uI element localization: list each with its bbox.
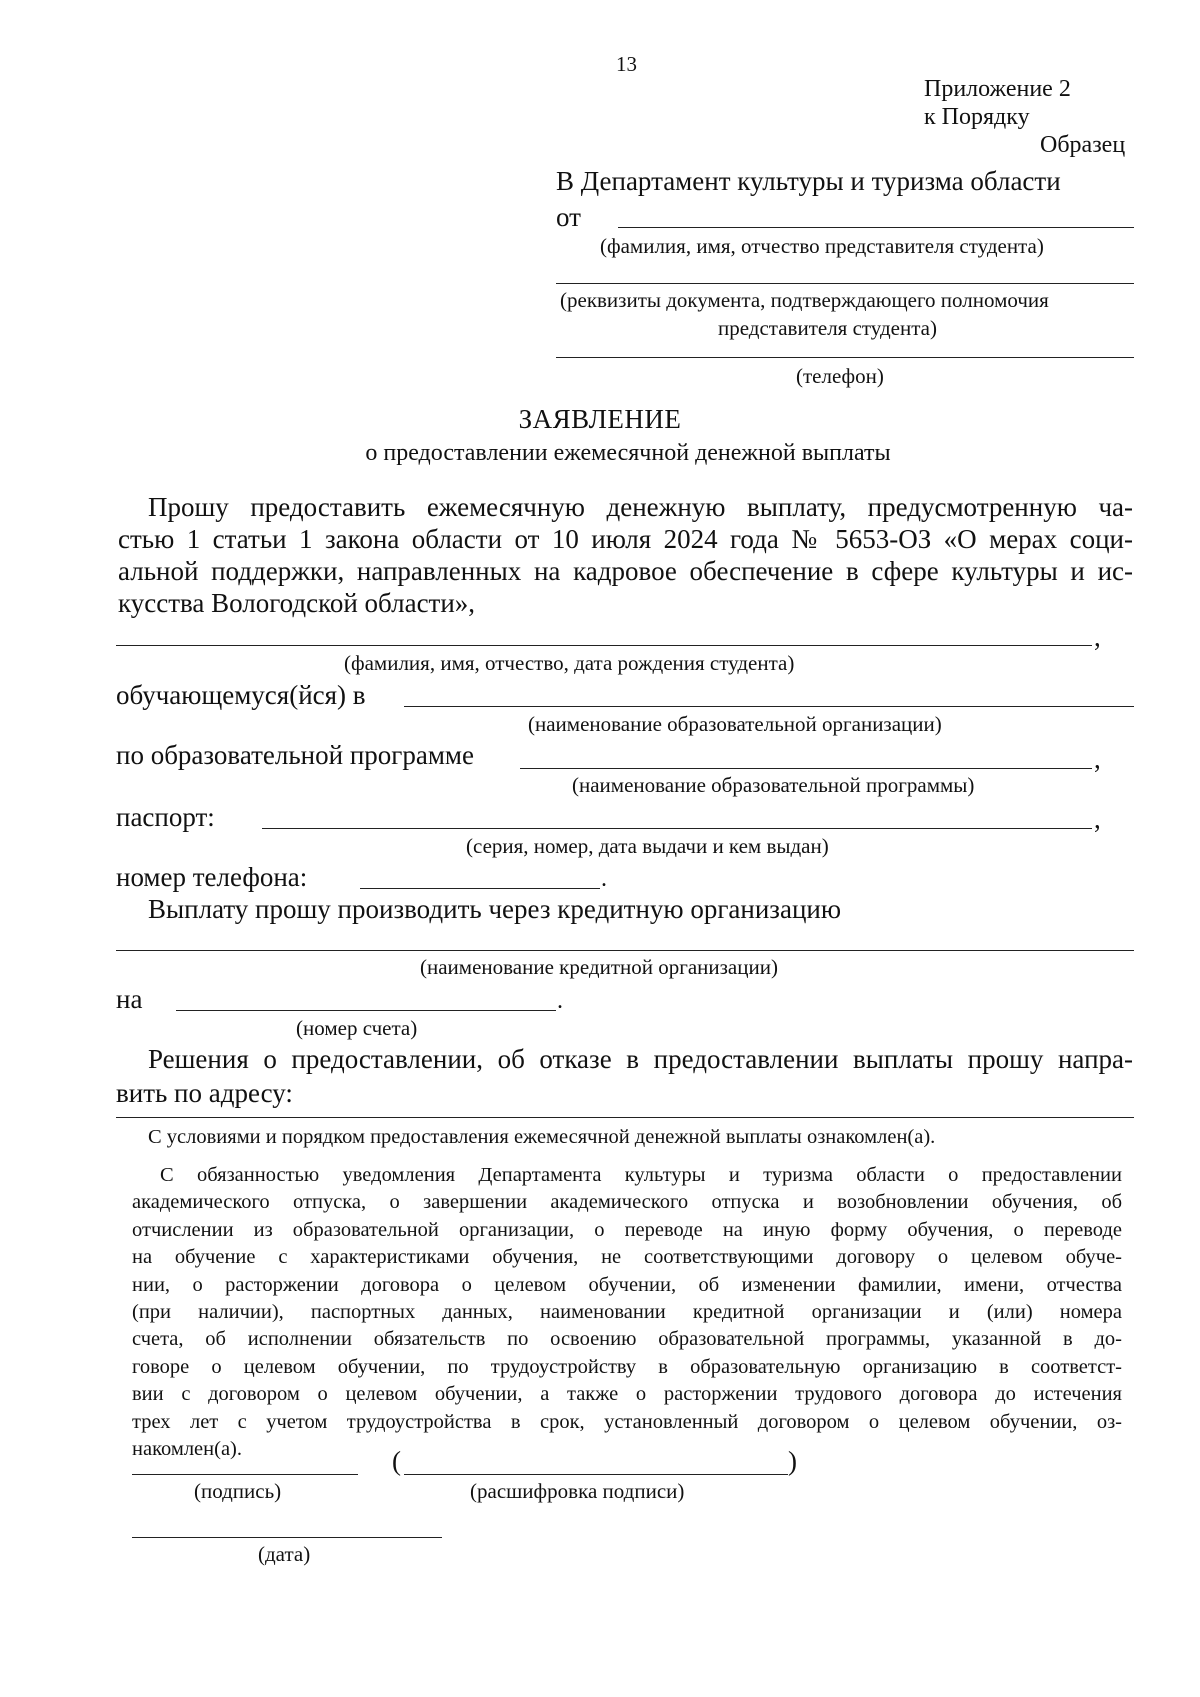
credit-org-text: Выплату прошу производить через кредитную организацию	[148, 894, 842, 924]
edu-org-field[interactable]	[404, 706, 1134, 707]
comma-3: ,	[1094, 804, 1101, 834]
dot-2: .	[557, 988, 563, 1014]
open-paren: (	[392, 1446, 401, 1476]
passport-field[interactable]	[262, 828, 1092, 829]
duty-line: счета, об исполнении обязательств по освоению образовательной программы, указанной в до-	[132, 1328, 1122, 1351]
duty-line: накомлен(а).	[132, 1438, 242, 1461]
page-number: 13	[616, 52, 637, 76]
phone-label: номер телефона:	[116, 862, 308, 892]
edu-program-field[interactable]	[520, 768, 1092, 769]
intro-line-1: Прошу предоставить ежемесячную денежную выплату, предусмотренную ча-	[148, 492, 1133, 522]
document-subtitle: о предоставлении ежемесячной денежной выплаты	[365, 440, 891, 466]
studying-label: обучающемуся(йся) в	[116, 680, 366, 710]
signature-caption: (подпись)	[194, 1479, 282, 1503]
edu-org-caption: (наименование образовательной организации)	[528, 712, 942, 736]
duty-line: С обязанностью уведомления Департамента культуры и туризма области о предоставлении	[160, 1164, 1122, 1186]
dot-1: .	[601, 866, 607, 892]
sample-label: Образец	[1040, 132, 1126, 158]
duty-ack-paragraph	[132, 1162, 1122, 1463]
authority-doc-field[interactable]	[556, 283, 1134, 284]
decision-line-2: вить по адресу:	[116, 1078, 293, 1108]
student-name-field[interactable]	[116, 645, 1092, 646]
comma-1: ,	[1094, 622, 1101, 652]
duty-line: нии, о расторжении договора о целевом обучении, об изменении фамилии, имени, отчества	[132, 1273, 1122, 1296]
program-label: по образовательной программе	[116, 740, 474, 770]
account-label: на	[116, 984, 143, 1014]
account-number-caption: (номер счета)	[296, 1016, 418, 1040]
from-name-caption: (фамилия, имя, отчество представителя студента)	[600, 234, 1044, 258]
credit-org-field[interactable]	[116, 950, 1134, 951]
from-label: от	[556, 202, 581, 232]
signature-decode-field[interactable]	[404, 1474, 788, 1475]
duty-line: академического отпуска, о завершении академического отпуска и возобновлении обучения, об	[132, 1191, 1122, 1214]
decision-line-1: Решения о предоставлении, об отказе в предоставлении выплаты прошу напра-	[148, 1044, 1133, 1074]
intro-line-4: кусства Вологодской области»,	[118, 588, 476, 618]
appendix-order: к Порядку	[924, 104, 1030, 130]
signature-decode-caption: (расшифровка подписи)	[470, 1479, 685, 1503]
rep-phone-caption: (телефон)	[796, 364, 884, 388]
document-title: ЗАЯВЛЕНИЕ	[518, 404, 682, 434]
student-phone-field[interactable]	[360, 888, 600, 889]
duty-line: (при наличии), паспортных данных, наименовании кредитной организации и (или) номера	[132, 1301, 1122, 1324]
edu-program-caption: (наименование образовательной программы)	[572, 773, 975, 797]
authority-doc-caption-1: (реквизиты документа, подтверждающего полномочия	[560, 288, 1049, 312]
close-paren: )	[788, 1446, 797, 1476]
date-field[interactable]	[132, 1537, 442, 1538]
intro-line-2: стью 1 статьи 1 закона области от 10 июля 2024 года № 5653-ОЗ «О мерах соци-	[118, 524, 1133, 554]
intro-line-3: альной поддержки, направленных на кадровое обеспечение в сфере культуры и ис-	[118, 556, 1133, 586]
account-number-field[interactable]	[176, 1010, 556, 1011]
duty-line: трех лет с учетом трудоустройства в срок, установленный договором о целевом обучении, оз-	[132, 1410, 1122, 1433]
student-name-caption: (фамилия, имя, отчество, дата рождения студента)	[344, 651, 795, 675]
passport-caption: (серия, номер, дата выдачи и кем выдан)	[466, 834, 829, 858]
passport-label: паспорт:	[116, 802, 215, 832]
duty-line: вии с договором о целевом обучении, а также о расторжении трудового договора до истечения	[132, 1383, 1122, 1406]
duty-line: говоре о целевом обучении, по трудоустройству в образовательную организацию в соответст-	[132, 1355, 1122, 1378]
signature-field[interactable]	[132, 1474, 358, 1475]
comma-2: ,	[1094, 744, 1101, 774]
duty-line: на обучение с характеристиками обучения, не соответствующими договору о целевом обуче-	[132, 1246, 1122, 1269]
addressee-to: В Департамент культуры и туризма области	[556, 166, 1061, 196]
appendix-label: Приложение 2	[924, 76, 1071, 102]
conditions-ack: С условиями и порядком предоставления ежемесячной денежной выплаты ознакомлен(а).	[148, 1126, 936, 1148]
from-name-field[interactable]	[618, 227, 1134, 228]
rep-phone-field[interactable]	[556, 357, 1134, 358]
duty-line: отчислении из образовательной организации, о переводе на иную форму обучения, о переводе	[132, 1218, 1122, 1241]
credit-org-caption: (наименование кредитной организации)	[420, 955, 778, 979]
address-field[interactable]	[116, 1117, 1134, 1118]
authority-doc-caption-2: представителя студента)	[718, 316, 937, 340]
date-caption: (дата)	[258, 1542, 311, 1566]
